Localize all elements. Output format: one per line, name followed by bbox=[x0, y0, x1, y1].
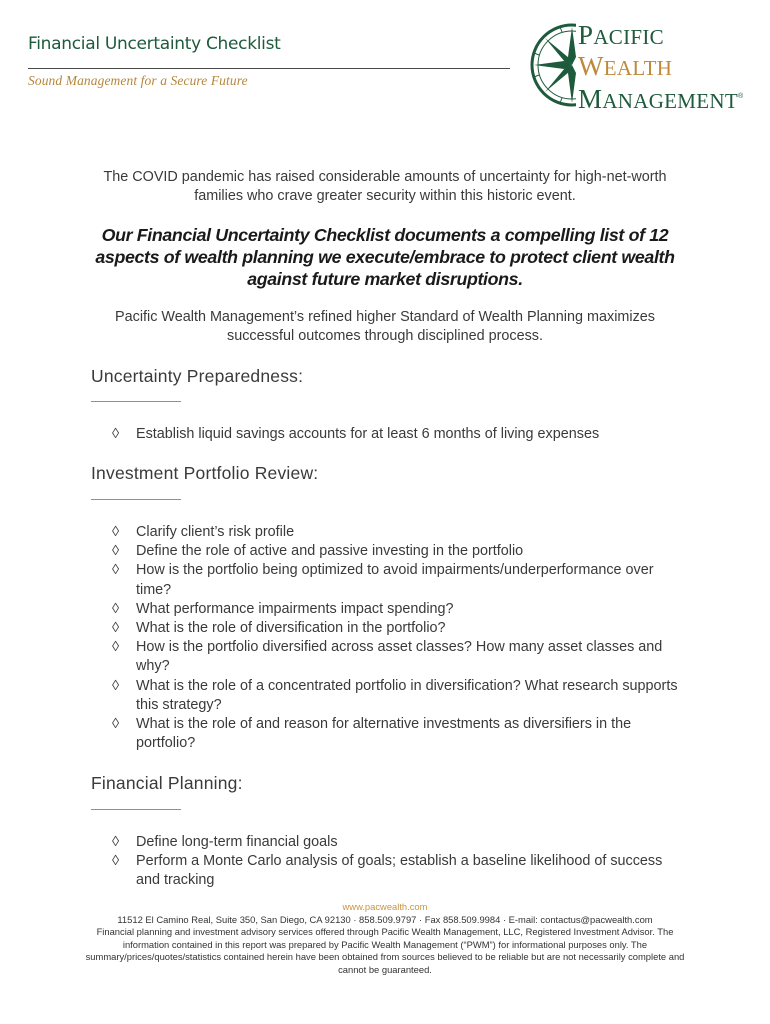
headline: Our Financial Uncertainty Checklist documents a compelling list of 12 aspects of wealth planning we execute/embrace to protect client wealth against future market disruptions. bbox=[95, 225, 675, 289]
list-item: ◊ Perform a Monte Carlo analysis of goals; establish a baseline likelihood of success and tracking bbox=[112, 853, 663, 889]
footer-disclaimer: Financial planning and investment advisory services offered through Pacific Wealth Management, LLC, Registered Investment Advisor. The information contained in this report was prepared by Pacific Wealth Management (“PWM”) for informational purposes only. The summary/prices/quotes/statistics contained herein have been obtained from sources believed to be reliable but are not necessarily complete and cannot be guaranteed. bbox=[85, 926, 685, 975]
section-divider bbox=[91, 401, 181, 402]
list-item: ◊ What is the role of a concentrated portfolio in diversification? What research supports this strategy? bbox=[112, 677, 678, 713]
diamond-bullet-icon: ◊ bbox=[112, 600, 120, 617]
checklist-investment-portfolio-review bbox=[112, 523, 682, 753]
title-divider bbox=[28, 68, 510, 69]
footer-website-link[interactable]: www.pacwealth.com bbox=[342, 901, 428, 912]
diamond-bullet-icon: ◊ bbox=[112, 562, 120, 579]
diamond-bullet-icon: ◊ bbox=[112, 677, 120, 694]
intro-paragraph: The COVID pandemic has raised considerable amounts of uncertainty for high-net-worth families who crave greater security within this historic event. bbox=[103, 169, 667, 204]
diamond-bullet-icon: ◊ bbox=[112, 834, 120, 850]
diamond-bullet-icon: ◊ bbox=[112, 639, 120, 656]
diamond-bullet-icon: ◊ bbox=[112, 620, 120, 637]
checklist-uncertainty-preparedness bbox=[112, 425, 682, 444]
footer bbox=[80, 901, 690, 977]
section-divider bbox=[91, 809, 181, 810]
checklist-financial-planning bbox=[112, 833, 682, 891]
company-logo bbox=[528, 18, 748, 112]
standard-paragraph: Pacific Wealth Management’s refined higher Standard of Wealth Planning maximizes successful outcomes through disciplined process. bbox=[115, 309, 655, 344]
diamond-bullet-icon: ◊ bbox=[112, 716, 120, 733]
list-item: ◊ How is the portfolio being optimized to avoid impairments/underperformance over time? bbox=[112, 562, 654, 598]
list-item: ◊ Establish liquid savings accounts for at least 6 months of living expenses bbox=[112, 425, 682, 444]
logo-word-pacific: PACIFIC bbox=[578, 20, 664, 50]
list-item: ◊ Define long-term financial goals bbox=[112, 833, 682, 852]
list-item: ◊ Define the role of active and passive investing in the portfolio bbox=[112, 542, 682, 561]
section-title-uncertainty-preparedness: Uncertainty Preparedness: bbox=[91, 366, 304, 386]
diamond-bullet-icon: ◊ bbox=[112, 524, 120, 540]
list-item: ◊ What performance impairments impact spending? bbox=[112, 600, 682, 619]
logo-word-management: MANAGEMENT® bbox=[578, 84, 744, 114]
logo-word-wealth: WEALTH bbox=[578, 51, 673, 81]
section-title-financial-planning: Financial Planning: bbox=[91, 773, 243, 793]
diamond-bullet-icon: ◊ bbox=[112, 426, 120, 442]
list-item: ◊ What is the role of and reason for alternative investments as diversifiers in the portfolio? bbox=[112, 716, 632, 752]
compass-rose-icon bbox=[528, 18, 576, 112]
registered-mark: ® bbox=[738, 93, 744, 100]
list-item: ◊ Clarify client’s risk profile bbox=[112, 523, 682, 542]
tagline: Sound Management for a Secure Future bbox=[28, 73, 248, 88]
list-item: ◊ How is the portfolio diversified across asset classes? How many asset classes and why? bbox=[112, 639, 663, 675]
section-title-investment-portfolio-review: Investment Portfolio Review: bbox=[91, 463, 319, 483]
diamond-bullet-icon: ◊ bbox=[112, 543, 120, 560]
diamond-bullet-icon: ◊ bbox=[112, 853, 120, 870]
section-divider bbox=[91, 499, 181, 500]
list-item: ◊ What is the role of diversification in the portfolio? bbox=[112, 619, 682, 638]
document-title: Financial Uncertainty Checklist bbox=[28, 34, 281, 54]
footer-address: 11512 El Camino Real, Suite 350, San Diego, CA 92130 · 858.509.9797 · Fax 858.509.9984 · E-mail: contactus@pacwealth.com bbox=[117, 913, 653, 925]
